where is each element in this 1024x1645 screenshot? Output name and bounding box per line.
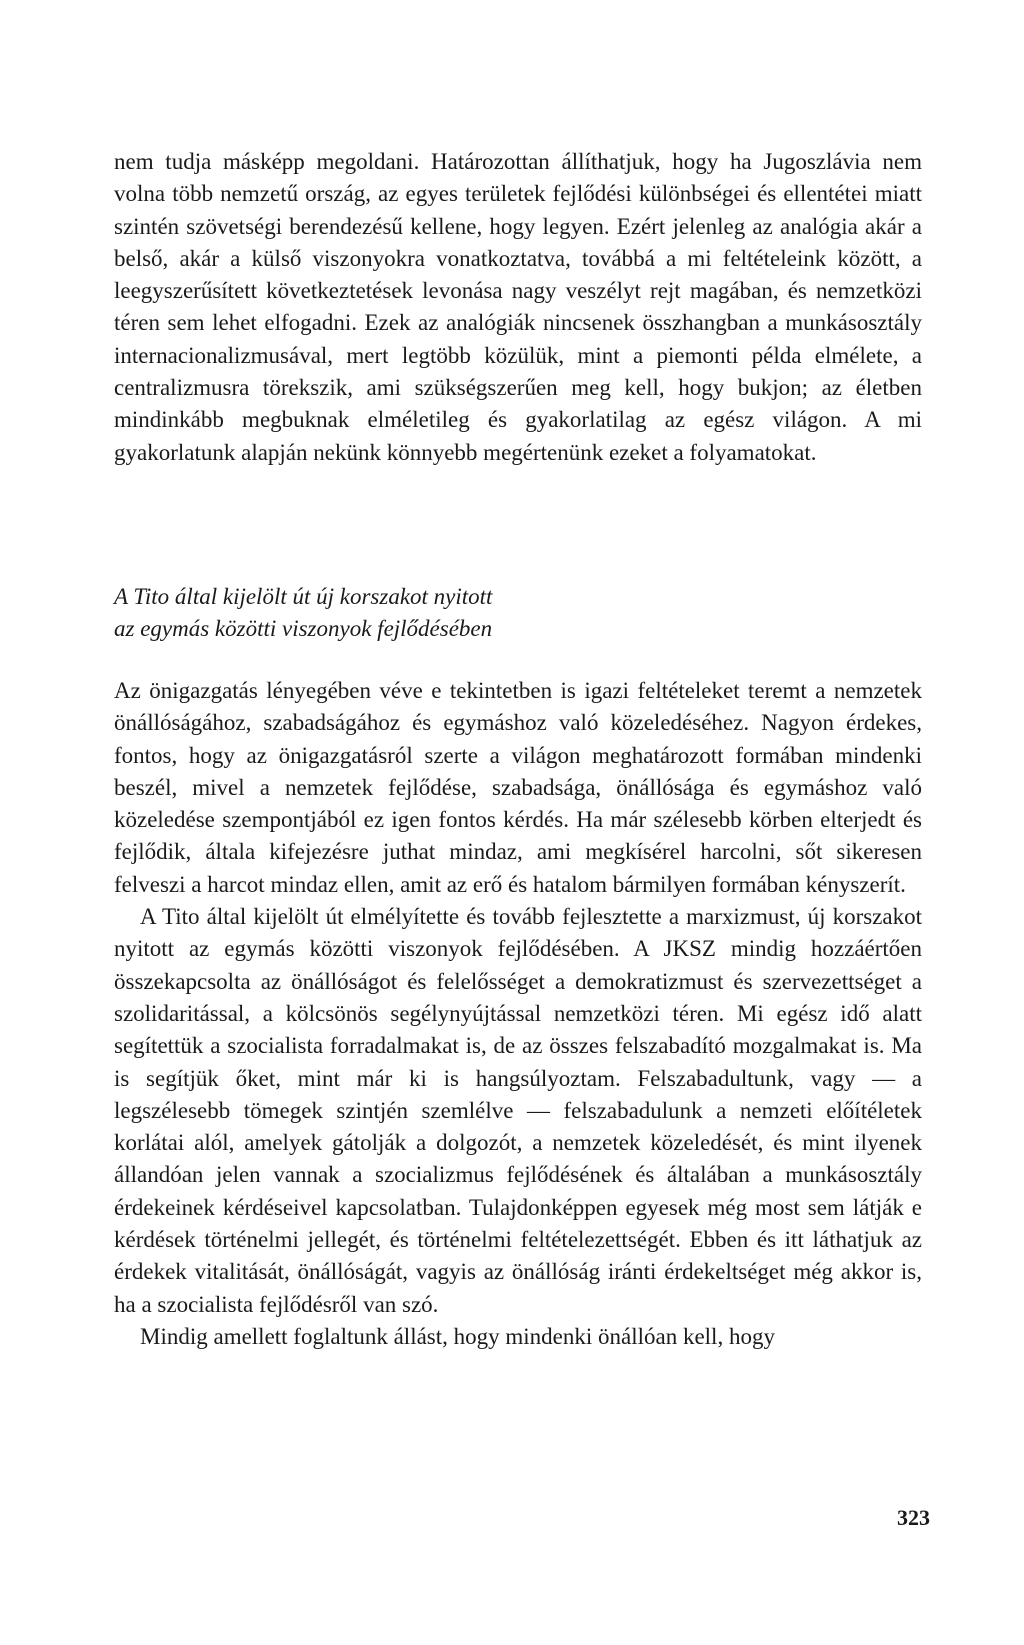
section-heading-line-1: A Tito által kijelölt út új korszakot nyitott: [114, 584, 493, 609]
main-text-block: [114, 675, 922, 1353]
section-heading-line-2: az egymás közötti viszonyok fejlődésében: [114, 616, 493, 641]
body-paragraph: Az önigazgatás lényegében véve e tekintetben is igazi feltételeket teremt a nemzetek önállóságához, szabadságához és egymáshoz való közeledéséhez. Nagyon érdekes, fontos, hogy az önigazgatásról szerte a világon meghatározott formában mindenki beszél, mivel a nemzetek fejlődése, szabadsága, önállósága és egymáshoz való közeledése szempontjából ez igen fontos kérdés. Ha már szélesebb körben elterjedt és fejlődik, általa kifejezésre juthat mindaz, ami megkísérel harcolni, sőt sikeresen felveszi a harcot mindaz ellen, amit az erő és hatalom bármilyen formában kényszerít.: [114, 678, 922, 897]
body-paragraph: Mindig amellett foglaltunk állást, hogy mindenki önállóan kell, hogy: [140, 1323, 775, 1349]
intro-text-block: [114, 146, 922, 469]
intro-paragraph: nem tudja másképp megoldani. Határozottan állíthatjuk, hogy ha Jugoszlávia nem volna több nemzetű ország, az egyes területek fejlődési különbségei és ellentétei miatt szintén szövetségi berendezésű kellene, hogy legyen. Ezért jelenleg az analógia akár a belső, akár a külső viszonyokra vonatkoztatva, továbbá a mi feltételeink között, a leegyszerűsített következtetések levonása nagy veszélyt rejt magában, és nemzetközi téren sem lehet elfogadni. Ezek az analógiák nincsenek összhangban a munkásosztály internacionalizmusával, mert legtöbb közülük, mint a piemonti példa elmélete, a centralizmusra törekszik, ami szükségszerűen meg kell, hogy bukjon; az életben mindinkább megbuknak elméletileg és gyakorlatilag az egész világon. A mi gyakorlatunk alapján nekünk könnyebb megértenünk ezeket a folyamatokat.: [114, 149, 922, 465]
section-heading: [114, 581, 814, 645]
body-paragraph: A Tito által kijelölt út elmélyítette és tovább fejlesztette a marxizmust, új korszakot nyitott az egymás közötti viszonyok fejlődésében. A JKSZ mindig hozzáértően összekapcsolta az önállóságot és felelősséget a demokratizmust és szervezettséget a szolidaritással, a kölcsönös segélynyújtással nemzetközi téren. Mi egész idő alatt segítettük a szocialista forradalmakat is, de az összes felszabadító mozgalmakat is. Ma is segítjük őket, mint már ki is hangsúlyoztam. Felszabadultunk, vagy — a legszélesebb tömegek szintjén szemlélve — felszabadulunk a nemzeti előítéletek korlátai alól, amelyek gátolják a dolgozót, a nemzetek közeledését, és mint ilyenek állandóan jelen vannak a szocializmus fejlődésének és általában a munkásosztály érdekeinek kérdéseivel kapcsolatban. Tulajdonképpen egyesek még most sem látják e kérdések történelmi jellegét, és történelmi feltételezettségét. Ebben és itt láthatjuk az érdekek vitalitását, önállóságát, vagyis az önállóság iránti érdekeltséget még akkor is, ha a szocialista fejlődésről van szó.: [114, 904, 922, 1317]
page-number: 323: [897, 1505, 930, 1530]
